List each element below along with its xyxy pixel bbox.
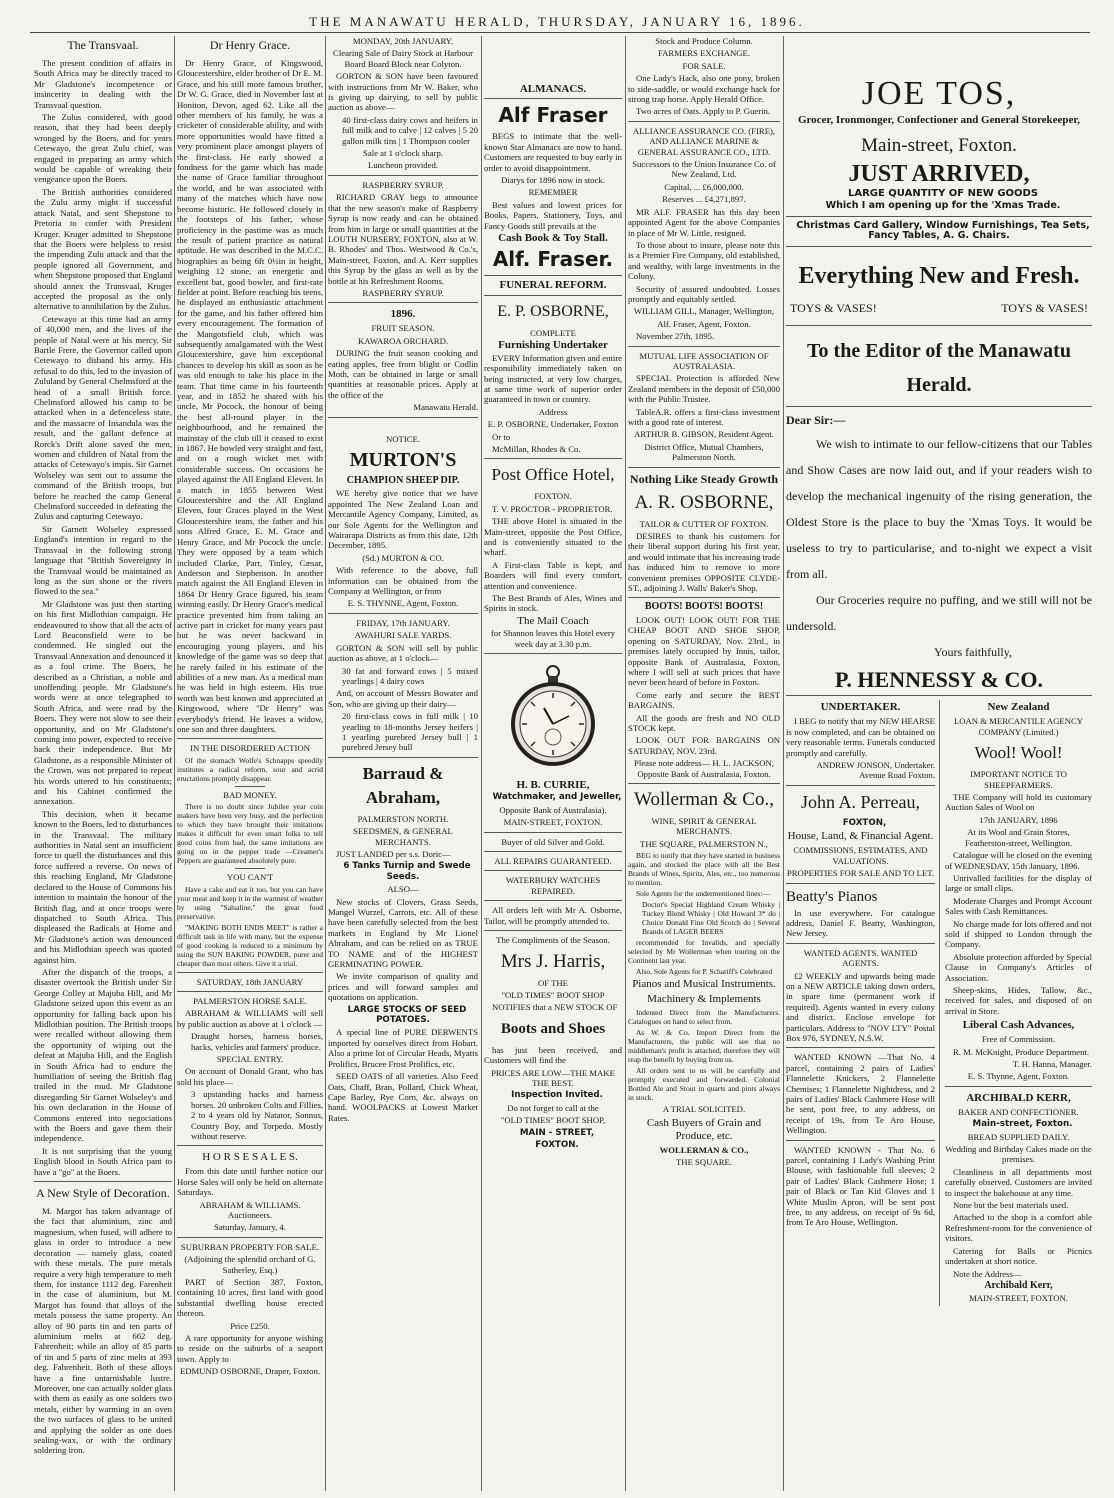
sheep-dip-signature: (Sd.) MURTON & CO. bbox=[362, 552, 444, 563]
divider bbox=[484, 458, 622, 459]
baking-paragraph: "MAKING BOTH ENDS MEET" is rather a difficult task in life with many, but the expense of good cooking is reduced to a minimum by using the SUN BAKING POWDER, purer and cheaper than most others. Give it a trial. bbox=[177, 922, 323, 968]
sub-column-left bbox=[786, 700, 939, 1305]
money-paragraph: There is no doubt since Jubilee year coin makers have been very busy, and the perfection to which they have brought their imitations makes it difficult for even smart folks to tell good coins from bad, the same imitations are going on in the pepper trade —Creamer's Peppers are guaranteed absolutely pure. bbox=[177, 802, 323, 866]
horse-sales-title: H O R S E S A L E S. bbox=[202, 1151, 298, 1164]
currie-location: Opposite Bank of Australasia). bbox=[499, 804, 607, 815]
awahuri-paragraph: GORTON & SON will sell by public auction as above, at 1 o'clock— bbox=[328, 642, 478, 664]
seeds-paragraph: New stocks of Clovers, Grass Seeds, Mangel Wurzel, Carrots, etc. All of these have been carefully selected from the best markets in England by Mr Lionel Abraham, and can be relied on as TRUE TO NAME and of the HIGHEST GERMINATING POWER. bbox=[328, 896, 478, 970]
wedding-line: Wedding and Birthday Cakes made on the premises. bbox=[945, 1144, 1092, 1165]
sale-paragraph: One Lady's Hack, also one pony, broken to side-saddle, or would exchange hack for strong trap horse. Apply Herald Office. bbox=[628, 73, 780, 105]
capital-line: Capital, ... £6,000,000. bbox=[664, 181, 744, 192]
kerr-address: MAIN-STREET, FOXTON. bbox=[969, 1293, 1068, 1304]
horse-sales-date: Saturday, January, 4. bbox=[214, 1222, 286, 1233]
suburban-price: Price £250. bbox=[230, 1320, 270, 1331]
undertaker-signature: ANDREW JONSON, Undertaker. Avenue Road Foxton. bbox=[816, 760, 935, 781]
wanted-known-paragraph: WANTED KNOWN —That No. 4 parcel, containing 2 pairs of Ladies' Flannelette Knickers, 2 Flannelette Chemises; 1 Flannelette Nightdress, and 2 pairs of Ladies' Black Cashmere Hose will be sent, post free, to any address, on receipt of 19s, from Te Aro House, Wellington. bbox=[786, 1052, 935, 1136]
nocharge-paragraph: No charge made for lots offered and not sold if shipped to London through the Company. bbox=[945, 918, 1092, 950]
joe-tos-subtitle: Grocer, Ironmonger, Confectioner and General Storekeeper, bbox=[797, 114, 1081, 126]
transvaal-paragraph: This decision, when it became known to the Boers, led to disturbances in the Transvaal. The military authorities in Natal sent an insufficient force to quell the disturbances and this force suffered a reverse. On news of this reaching England, Mr Gladstone declared to the House of Commons his intention to maintain the honour of the British flag, and at once troops were dispatched to South Africa. This displeased the Radicals at Home and Mr Gladstone's action was denounced and his Midlothian speech was quoted against him. bbox=[34, 808, 172, 965]
divider bbox=[177, 738, 323, 739]
action-title: IN THE DISORDERED ACTION bbox=[190, 743, 310, 754]
suburban-title: SUBURBAN PROPERTY FOR SALE. bbox=[180, 1241, 320, 1252]
trial-line: A TRIAL SOLICITED. bbox=[662, 1104, 746, 1115]
money-title: BAD MONEY. bbox=[223, 789, 277, 800]
district-office: District Office, Mutual Chambers, Palmerston North. bbox=[644, 441, 764, 463]
attached-paragraph: Attached to the shop is a comfort able Refreshment-room for the convenience of visitors. bbox=[945, 1212, 1092, 1244]
boots-title: BOOTS! BOOTS! BOOTS! bbox=[644, 601, 764, 613]
inspection-line: Inspection Invited. bbox=[511, 1090, 603, 1101]
divider bbox=[484, 870, 622, 871]
potatoes-heading: LARGE STOCKS OF SEED POTATOES. bbox=[347, 1004, 467, 1026]
gorton-paragraph: GORTON & SON have been favoured with instructions from Mr W. Baker, who is giving up dairying, to sell by public auction as above— bbox=[328, 71, 478, 113]
column-rule bbox=[481, 36, 482, 1491]
perreau-title: John A. Perreau, bbox=[801, 791, 920, 812]
horse-sale-items: Draught horses, harness horses, hacks, vehicles and farmers' produce. bbox=[191, 1031, 323, 1052]
skins-paragraph: Sheep-skins, Hides, Tallow, &c., received for sales, and disposed of on arrival in Store. bbox=[945, 984, 1092, 1016]
wanted-known-paragraph: WANTED KNOWN - That No. 6 parcel, containing 1 Lady's Washing Print Blouse, with fashionable full sleeves; 2 pair of Ladies' Black Cashmere Hose; 1 pair of Black or Tan Kid Gloves and 1 White Muslin Apron, will be sent post free, to any address, on receipt of 9s 6d, from Te Aro House, Wellington. bbox=[786, 1144, 935, 1228]
just-arrived-title: JUST ARRIVED, bbox=[848, 161, 1030, 187]
toys-row bbox=[790, 300, 1088, 315]
letter-paragraph: Our Groceries require no puffing, and we still will not be undersold. bbox=[786, 593, 1092, 634]
new-goods-line: LARGE QUANTITY OF NEW GOODS bbox=[847, 188, 1039, 199]
special-entry-title: SPECIAL ENTRY. bbox=[216, 1054, 284, 1065]
divider bbox=[235, 786, 265, 787]
transvaal-paragraph: The present condition of affairs in South Africa may be directly traced to Mr Gladstone's incompetence or insincerity in dealing with the Transvaal question. bbox=[34, 58, 172, 110]
column-rule bbox=[325, 36, 326, 1491]
hotel-proprietor: T. V. PROCTOR - PROPRIETOR. bbox=[492, 503, 613, 514]
square-footer: THE SQUARE. bbox=[676, 1157, 732, 1167]
transvaal-paragraph: It is not surprising that the young English blood in South Africa pant to have a "go" at the Boers. bbox=[34, 1145, 172, 1177]
divider bbox=[786, 325, 1092, 326]
divider bbox=[628, 597, 780, 598]
letter-body bbox=[786, 431, 1092, 665]
murton-title: MURTON'S bbox=[349, 449, 457, 471]
unrivalled-paragraph: Unrivalled facilities for the display of large or small clips. bbox=[945, 872, 1092, 894]
transvaal-paragraph: Cetewayo at this time had an army of 40,000 men, and the lives of the people of Natal were at his mercy. Sir Bartle Frere, the Governor called upon Cetewayo to disband his army. His refusal to do this, led to the invasion of Zululand by General Chelmsford at the head of a small British force. Chelmsford allowed his camp to be attacked when in a defenceless state, and the massacre of Insandula was the result, and the gallant defence at Rorck's Drift alone saved the men, women and children of Natal from the attacks of Cetewayo's impis. Sir Garnet Wolseley was sent out to assume the command of the British troops, but before he reached the camp General Chelmsford succeeded in defeating the Zulus and capturing Cetewayo. bbox=[34, 313, 172, 522]
loan-line: LOAN & MERCANTILE AGENCY COMPANY (Limited.) bbox=[953, 716, 1084, 737]
sheep-dip-paragraph: WE hereby give notice that we have appointed The New Zealand Loan and Mercantile Agency Company, Limited, as our Sole Agents for the Wellington and Wairarapa Districts as from this date, 12th December, 1895. bbox=[328, 488, 478, 551]
horse-sale-title: PALMERSTON HORSE SALE. bbox=[193, 996, 307, 1007]
divider bbox=[786, 943, 935, 944]
orders-paragraph: All orders left with Mr A. Osborne, Tailor, will be promptly attended to. bbox=[484, 905, 622, 926]
square-line: THE SQUARE, PALMERSTON N., bbox=[640, 838, 768, 849]
transvaal-paragraph: Sir Garnett Wolseley expressed England's intention in regard to the Transvaal in the following strong language that "British Sovereignty in the Transvaal would be maintained as long as the sun shone or the rivers flowed to the sea." bbox=[34, 523, 172, 597]
oats-paragraph: SEED OATS of all varieties. Also Feed Oats, Chaff, Bran, Pollard, Chick Wheat, Cape Barley, Rye Corn, &c. always on hand. WOOLPACKS at Lowest Market Rates. bbox=[328, 1071, 478, 1123]
divider bbox=[786, 883, 935, 884]
address-label: Address bbox=[538, 406, 568, 417]
lookout-paragraph: LOOK OUT! LOOK OUT! FOR THE CHEAP BOOT AND SHOE SHOP, opening on SATURDAY, Nov. 23rd., in premises lately occupied by Innis, tailor, opposite Bank of Australasia, Foxton, where I will sell at such prices that have never been heard of before in Foxton. bbox=[628, 614, 780, 688]
note-address: Note the Address— bbox=[953, 1268, 1022, 1279]
stores-line: At its Wool and Grain Stores, Featherston-street, Wellington. bbox=[965, 827, 1072, 848]
action-paragraph: Of the stomach Wolfe's Schnapps speedily institutes a radical reform, sour and acrid eructations promptly disappear. bbox=[177, 755, 323, 783]
foxton-line: FOXTON. bbox=[535, 1139, 579, 1150]
mutual-paragraph: TableA.R. offers a first-class investment with a good rate of interest. bbox=[628, 406, 780, 427]
currie-title: H. B. CURRIE, bbox=[516, 779, 590, 792]
transvaal-paragraph: Mr Gladstone was just then starting on his first Midlothian campaign. He endeavoured to show that all the acts of Lord Beaconsfield were to be condemned. He singled out the Transvaal Annexation and denounced it as a foul crime. The Boers, he described as a Christian, a noble and unoffending people. Mr Gladstone's words were at once telegraphed to South Africa, and were read by the Boers. They were not slow to see their opportunity, and on Mr Gladstone's coming into power, expected to receive back their independence. But Mr Gladstone, as a responsible Minister of the Crown, was not prepared to repeat his words uttered to his constituents; and his Cabinet confirmed the annexation. bbox=[34, 598, 172, 807]
forget-line: Do not forget to call at the bbox=[507, 1102, 599, 1113]
yours-faithfully: Yours faithfully, bbox=[933, 645, 1012, 660]
divider bbox=[628, 346, 780, 347]
gorton-time: Sale at 1 o'clock sharp. bbox=[363, 148, 443, 159]
goods-paragraph: All the goods are fresh and NO OLD STOCK kept. bbox=[628, 712, 780, 733]
commissions-line: COMMISSIONS, ESTIMATES, AND VALUATIONS. bbox=[793, 845, 928, 866]
barraud-location: PALMERSTON NORTH. bbox=[357, 813, 449, 824]
none-paragraph: None but the best materials used. bbox=[953, 1200, 1069, 1211]
alliance-title: ALLIANCE ASSURANCE CO. (FIRE), AND ALLIANCE MARINE & GENERAL ASSURANCE CO., LTD. bbox=[632, 125, 776, 157]
alliance-paragraph: To those about to insure, please note this is a Premier Fire Company, old established, and wealthy, with large investments in the Colony. bbox=[628, 239, 780, 282]
divider bbox=[786, 1140, 935, 1141]
fruit-signature: Manawatu Herald. bbox=[413, 402, 478, 413]
also-label: ALSO— bbox=[387, 884, 419, 895]
wollerman-title: Wollerman & Co., bbox=[634, 788, 774, 810]
column-4 bbox=[484, 36, 622, 1491]
alliance-paragraph: Security of assured undoubted. Losses promptly and equitably settled. bbox=[628, 283, 780, 304]
exchange-title: FARMERS EXCHANGE. bbox=[657, 48, 751, 59]
sheep-dip-agent: E. S. THYNNE, Agent, Foxton. bbox=[347, 598, 459, 609]
divider bbox=[328, 757, 478, 758]
fraser-agent: Alf. Fraser, Agent, Foxton. bbox=[657, 318, 751, 329]
wollerman-footer: WOLLERMAN & CO., bbox=[659, 1144, 749, 1155]
indented-line: Indented Direct from the Manufacturers. Catalogues on hand to select from. bbox=[628, 1008, 780, 1027]
harris-title: Mrs J. Harris, bbox=[500, 950, 606, 972]
invite-paragraph: We invite comparison of quality and prices and will forward samples and quotations on application. bbox=[328, 971, 478, 1003]
divider bbox=[484, 98, 622, 99]
schiff-line: Also, Sole Agents for P. Schariff's Celebrated bbox=[636, 967, 773, 977]
hotel-title: Post Office Hotel, bbox=[491, 465, 615, 485]
wollerman-paragraph: recommended for Invalids, and specially selected by Mr Wollerman when touring on the Continent last year. bbox=[628, 938, 780, 966]
grace-paragraph: Dr Henry Grace, of Kingswood, Gloucestershire, elder brother of Dr E. M. Grace, and his still more famous brother, Dr W. G. Grace, died in November last at Honiton, Devon, aged 62. Like all the other members of his family, he was a cricketer of considerable ability, and with more opportunities would have fitted a very prominent place amongst players of the first-class. He early showed a fondness for the game which has made the name of Grace familiar throughout the world, and he was associated with many of the matches which have now become historic. He followed closely in the footsteps of his father, whose proficiency in the pastime was as much the result of patient practice as natural aptitude. He was described in the M.C.C. biographies as being 6ft 0½in in height, weighing 12 stone, an energetic and excellent bat, good bowler, and first-rate fielder at point. Before reaching his teens, he displayed an enthusiastic attachment for the game, and his father offered him every encouragement. The formation of the Mangotsfield club, which was subsequently amalgamated with the West Gloucestershire, gave him exceptional chances to develop his skill as soon as he was old enough to take his place in the team. That time came in his fourteenth year, and in 1852 he shared with his uncle, Mr Pocock, the honour of being the best all-round player in the neighbourhood, and he remained the mainstay of the club till it ceased to exist in 1867. He bowled very straight and fast, and on a rough wicket met with considerable success. On occasions he played against the All England Eleven. In a match in 1855 between West Gloucestershire and the All England Eleven, four Graces played in the West Gloucestershire team, the father and his sons Alfred Grace, E. M. Grace and Henry Grace, and Mr Pocock the uncle. They were opposed by a team which included Clarke, Parr, Tinley, Cæsar, Anderson and Stephenson. In another match against the All England Eleven in 1864 Dr Henry Grace figured, his team winning easily. Dr Henry Grace's medical practice prevented him from taking an active part in cricket for many years past but he was never backward in encouraging young players, and his knowledge of the game was so deep that he rarely failed in his estimate of the abilities of a new man. As a medical man he was held in high esteem. His true worth was best known and appreciated at Kingswood, where "Dr Henry" was everybody's friend. He leaves a widow, one son and three daughters. bbox=[177, 58, 323, 734]
lines-list: Doctor's Special Highland Cream Whisky | Tuckey Blend Whisky | Old Howard 3* do | Choice Donald Fine Old Scotch do | Several Brands of LAGER BEERS bbox=[642, 900, 780, 937]
pocket-watch-icon bbox=[508, 662, 598, 772]
old-times-line: "OLD TIMES" BOOT SHOP bbox=[501, 989, 605, 1000]
divider bbox=[484, 275, 622, 276]
awahuri-items: 20 first-class cows in full milk | 10 yearling to 18-months Jersey heifers | 1 yearling purebred Jersey bull | 1 purebred Jersey bull bbox=[342, 711, 478, 753]
divider bbox=[628, 467, 780, 468]
toys-left: TOYS & VASES! bbox=[790, 300, 877, 315]
received-line: has just been received, and Customers will find the bbox=[484, 1044, 622, 1066]
stock-title: Stock and Produce Column. bbox=[655, 36, 753, 46]
divider bbox=[786, 406, 1092, 407]
cashbook-title: Cash Book & Toy Stall. bbox=[498, 232, 608, 245]
sub-column-right bbox=[939, 700, 1092, 1305]
important-line: IMPORTANT NOTICE TO SHEEPFARMERS. bbox=[970, 769, 1067, 790]
column-1 bbox=[34, 36, 172, 1491]
divider bbox=[484, 930, 622, 931]
divider bbox=[328, 417, 478, 418]
divider bbox=[177, 991, 323, 992]
monday-subtitle: Clearing Sale of Dairy Stock at Harbour Board Board Block near Colyton. bbox=[333, 48, 473, 69]
divider bbox=[484, 851, 622, 852]
reserves-line: Reserves ... £4,271,897. bbox=[662, 194, 746, 205]
divider bbox=[484, 295, 622, 296]
come-paragraph: Come early and secure the BEST BARGAINS. bbox=[628, 689, 780, 711]
remember-title: REMEMBER bbox=[528, 187, 578, 198]
column-3 bbox=[328, 36, 478, 1491]
clean-paragraph: Cleanliness in all departments most carefully observed. Customers are invited to inspect the bakehouse at any time. bbox=[945, 1166, 1092, 1198]
boots-shoes-title: Boots and Shoes bbox=[500, 1020, 606, 1037]
column-5 bbox=[628, 36, 780, 1491]
funeral-title: FUNERAL REFORM. bbox=[499, 279, 607, 292]
mcmillan-line: McMillan, Rhodes & Co. bbox=[492, 443, 581, 454]
catalogue-paragraph: Catalogue will be closed on the evening of WEDNESDAY, 15th January, 1896. bbox=[945, 850, 1092, 871]
wollerman-paragraph: BEG to notify that they have started in business again, and stocked the place with all the Best Brands of Wines, Spirits, Ales, etc., too numerous to mention. bbox=[628, 851, 780, 888]
bargains-paragraph: LOOK OUT FOR BARGAINS ON SATURDAY, NOV. 23rd. bbox=[628, 735, 780, 756]
everything-new-title: Everything New and Fresh. bbox=[798, 262, 1080, 289]
hotel-paragraph: A First-class Table is kept, and Boarders will find every comfort, attention and convenience. bbox=[484, 559, 622, 591]
divider bbox=[177, 972, 323, 973]
suburban-note: (Adjoining the splendid orchard of G. Satherley, Esq.) bbox=[184, 1254, 316, 1275]
notice-title: NOTICE. bbox=[385, 433, 421, 444]
divider bbox=[328, 613, 478, 614]
wine-line: WINE, SPIRIT & GENERAL MERCHANTS. bbox=[651, 815, 757, 837]
suburban-signature: EDMUND OSBORNE, Draper, Foxton. bbox=[179, 1366, 321, 1377]
old-times-shop: "OLD TIMES" BOOT SHOP, bbox=[500, 1115, 606, 1126]
wool-title: Wool! Wool! bbox=[974, 743, 1063, 763]
editor-title: To the Editor of the Manawatu Herald. bbox=[807, 340, 1071, 397]
undertaker-paragraph: I BEG to notify that my NEW HEARSE is now completed, and can be obtained on very reasonable terms. Funerals conducted promptly and carefully. bbox=[786, 716, 935, 758]
notifies-line: NOTIFIES that a NEW STOCK OF bbox=[492, 1002, 618, 1013]
suburban-paragraph: A rare opportunity for anyone wishing to reside on the suburbs of a seaport town. Apply to bbox=[177, 1333, 323, 1364]
perreau-agent: House, Land, & Financial Agent. bbox=[787, 830, 934, 843]
kawaroa-orchard: KAWAROA ORCHARD. bbox=[357, 335, 449, 346]
machinery-title: Machinery & Implements bbox=[647, 993, 761, 1006]
divider bbox=[945, 1086, 1092, 1087]
dear-sir: Dear Sir:— bbox=[786, 413, 846, 428]
column-6 bbox=[786, 36, 1092, 1491]
xmas-card-line: Christmas Card Gallery, Window Furnishings, Tea Sets, Fancy Tables, A. G. Chairs. bbox=[796, 219, 1090, 242]
properties-line: PROPERTIES FOR SALE AND TO LET. bbox=[786, 868, 935, 879]
cant-paragraph: Have a cake and eat it too, but you can have your meat and keep it in the warmest of weather by using "Salsaline," the great food preservative. bbox=[177, 884, 323, 921]
diarys-line: Diarys for 1896 now in stock. bbox=[501, 175, 605, 186]
hanna-line: T. H. Hanna, Manager. bbox=[1012, 1059, 1092, 1069]
alliance-paragraph: MR ALF. FRASER has this day been appointed Agent for the above Companies in place of Mr W. Little, resigned. bbox=[628, 206, 780, 238]
masthead: THE MANAWATU HERALD, THURSDAY, JANUARY 16, 1896. bbox=[309, 14, 805, 29]
decoration-paragraph: M. Margot has taken advantage of the fact that aluminium, zinc and magnesium, when fused, will adhere to glass in order to introduce a new decoration — namely glass, coated with these metals. The pure metals require a very high temperature to melt them, for instance 1112 deg. Farenheit in the case of aluminium, but M. Margot has found that alloys of the metals possess the same property. An alloy of 90 parts tin and ten parts of aluminium melts at 662 deg. Fahrenheit; while an alloy of 85 parts of tin and 5 parts of zinc melts at 393 deg. Fahrenheit. Both of these alloys have a fine untarnishable lustre. Moreover, one can actually solder glass with them as easily as one solders two metals, either by warming in an oven the two surfaces of glass to be united and applying the solder as one does sealing-wax, or with the ordinary soldering iron. bbox=[34, 1206, 172, 1456]
of-the-label: OF THE bbox=[537, 977, 568, 988]
decoration-title: A New Style of Decoration. bbox=[36, 1186, 170, 1201]
letter-paragraph: We wish to intimate to our fellow-citizens that our Tables and Show Cases are now laid out, and if your readers wish to develop the mechanical ingenuity of the rising generation, the Oldest Store is the place to buy the 'Xmas Toys. It would be useless to try to particularise, and to-night we expect a visit from all. bbox=[786, 437, 1092, 582]
saturday-title: SATURDAY, 18th JANUARY bbox=[196, 976, 304, 987]
import-paragraph: As W. & Co. Import Direct from the Manufacturers, the public will see that no middleman's profit is attached, therefore they will reap the benefit by buying from us. bbox=[628, 1028, 780, 1065]
divider bbox=[786, 695, 1092, 696]
perreau-location: FOXTON, bbox=[842, 817, 887, 828]
awahuri-items: 30 fat and forward cows | 5 mixed yearlings | 4 dairy cows bbox=[342, 665, 478, 686]
prices-line: PRICES ARE LOW—THE MAKE THE BEST. bbox=[491, 1067, 615, 1088]
beatty-title: Beatty's Pianos bbox=[786, 888, 878, 905]
awahuri-title: AWAHURI SALE YARDS. bbox=[354, 630, 452, 641]
for-sale-title: FOR SALE. bbox=[682, 60, 726, 71]
remember-paragraph: Best values and lowest prices for Books, Papers, Stationery, Toys, and Fancy Goods still prevails at the bbox=[484, 199, 622, 231]
kerr-street: Main-street, Foxton. bbox=[972, 1119, 1073, 1130]
weekly-paragraph: £2 WEEKLY and upwards being made on a NEW ARTICLE taking down orders, in spare time (permanent work if required). Agents wanted in every colony and district. Enclose envelope for particulars. Address to "NOV LTY" Postal Box 976, SYDNEY, N.S.W. bbox=[786, 970, 935, 1043]
column-rule bbox=[625, 36, 626, 1491]
raspberry-paragraph: RICHARD GRAY begs to announce that the new season's make of Raspberry Syrup is now ready and can be obtained from him in large or small quantities at the LOUTH NURSERY, FOXTON, also at W. B. Rhodes' and Thos. Westwood & Co.'s, Main-street, Foxton, and A. Kerr supplies this Syrup by the glass as well as by the bottle at his Refreshment Rooms. bbox=[328, 192, 478, 286]
gorton-items: 40 first-class dairy cows and heifers in full milk and to calve | 12 calves | 5 20 gallon milk tins | 1 Thompson cooler bbox=[342, 114, 478, 146]
hotel-location: FOXTON. bbox=[534, 491, 572, 502]
undertaker-title: Furnishing Undertaker bbox=[498, 339, 608, 352]
currie-street: MAIN-STREET, FOXTON. bbox=[503, 817, 603, 828]
divider bbox=[786, 246, 1092, 247]
osborne-title: E. P. OSBORNE, bbox=[497, 302, 609, 320]
undertaker-title: UNDERTAKER. bbox=[820, 701, 901, 714]
divider bbox=[177, 1237, 323, 1238]
xmas-trade-line: Which I am opening up for the 'Xmas Trade. bbox=[825, 200, 1061, 212]
fruit-paragraph: DURING the fruit season cooking and eating apples, free from blight or Codlin Moth, can be obtained in large or small quantities at reasonable prices. Apply at the office of the bbox=[328, 348, 478, 400]
suburban-paragraph: PART of Section 387, Foxton, containing 10 acres, first land with good substantial dwelling house erected thereon. bbox=[177, 1276, 323, 1319]
kerr-footer: Archibald Kerr, bbox=[984, 1279, 1053, 1291]
bottom-sub-columns bbox=[786, 700, 1092, 1305]
pianos-title: Pianos and Musical Instruments. bbox=[632, 978, 776, 991]
hotel-paragraph: The Best Brands of Ales, Wines and Spirits in stock. bbox=[484, 593, 622, 614]
main-street-line: MAIN - STREET, bbox=[519, 1127, 595, 1138]
sale-date: 17th JANUARY, 1896 bbox=[979, 814, 1058, 825]
transvaal-paragraph: The Zulus considered, with good reason, that they had been deeply wronged by the Boers, and for years Cetewayo, the great Zulu chief, was engaged in preparing an army which would be capable of wreaking their vengeance upon the Boers. bbox=[34, 112, 172, 185]
transvaal-title: The Transvaal. bbox=[67, 38, 139, 52]
special-entry-items: 3 upstanding hacks and harness horses. 20 unbroken Colts and Fillies, 2 to 4 years old by Natator, Sonnus, Country Boy, and Torpedo. Mostly without reserve. bbox=[191, 1089, 323, 1141]
mutual-paragraph: SPECIAL Protection is afforded New Zealand members in the deposit of £50,000 with the Public Trustee. bbox=[628, 373, 780, 405]
column-rule bbox=[174, 36, 175, 1491]
liberal-title: Liberal Cash Advances, bbox=[962, 1019, 1075, 1032]
gorton-lunch: Luncheon provided. bbox=[368, 160, 438, 171]
barraud-title: Barraud & Abraham, bbox=[362, 763, 444, 807]
potatoes-paragraph: A special line of PURE DERWENTS imported by ourselves direct from Hobart. Also a prime lot of Circular Heads, Myatts Prolifics, Brucee Frost Prolifics, etc. bbox=[328, 1027, 478, 1069]
divider bbox=[484, 900, 622, 901]
company-paragraph: THE Company will hold its customary Auction Sales of Wool on bbox=[945, 792, 1092, 813]
hotel-paragraph: THE above Hotel is situated in the Main-street, opposite the Post Office, and is conveniently situated to the wharf. bbox=[484, 516, 622, 558]
tailor-line: TAILOR & CUTTER OF FOXTON. bbox=[639, 518, 769, 529]
divider bbox=[628, 121, 780, 122]
monday-title: MONDAY, 20th JANUARY. bbox=[352, 36, 454, 46]
transvaal-paragraph: After the dispatch of the troops, a disaster overtook the British under Sir George Colley at Majuba Hill, and Mr Gladstone seized upon this event as an opportunity for falling back upon his Midlothian position. The British troops were recalled without allowing them the opportunity of wiping out the defeat at Majuba Hill, and the English in South Africa had to endure the humiliation of seeing the British flag trailed in the mud. Mr Gladstone disregarding Sir Garnet Wolseley's and his own declaration in the House of Commons entered into negociations with the Boers and gave them their independence. bbox=[34, 966, 172, 1144]
masthead-rule bbox=[30, 32, 1090, 33]
divider bbox=[786, 1047, 935, 1048]
mutual-title: MUTUAL LIFE ASSOCIATION OF AUSTRALASIA. bbox=[639, 350, 769, 371]
wanted-agents: WANTED AGENTS. WANTED AGENTS. bbox=[803, 947, 918, 969]
column-2 bbox=[177, 36, 323, 1491]
thynne-line: E. S. Thynne, Agent, Foxton. bbox=[967, 1071, 1070, 1082]
column-rule bbox=[783, 36, 784, 1491]
fruit-season: FRUIT SEASON. bbox=[371, 323, 435, 334]
mcknight-line: R. M. McKnight, Produce Department. bbox=[953, 1046, 1090, 1057]
divider bbox=[786, 785, 935, 786]
tanks-heading: 6 Tanks Turnip and Swede Seeds. bbox=[343, 861, 471, 882]
gill-signature: WILLIAM GILL, Manager, Wellington, bbox=[633, 306, 775, 317]
complete-label: COMPLETE bbox=[530, 327, 576, 338]
catering-paragraph: Catering for Balls or Picnics undertaken at short notice. bbox=[945, 1245, 1092, 1267]
beatty-paragraph: In use everywhere. For catalogue address, Daniel F. Beatty, Washington, New Jersey. bbox=[786, 907, 935, 939]
landed-line: JUST LANDED per s.s. Doric— bbox=[336, 848, 451, 859]
divider bbox=[177, 1145, 323, 1146]
toys-right: TOYS & VASES! bbox=[1001, 300, 1088, 315]
sheep-dip-paragraph: With reference to the above, full information can be obtained from the Company at Wellington, or from bbox=[328, 565, 478, 597]
nz-title: New Zealand bbox=[987, 701, 1050, 714]
divider bbox=[484, 832, 622, 833]
sale-paragraph: Two acres of Oats. Apply to P. Guerin. bbox=[636, 106, 771, 117]
horse-sales-paragraph: From this date until further notice our Horse Sales will only be held on alternate Saturdays. bbox=[177, 1166, 323, 1198]
divider bbox=[34, 1181, 172, 1182]
special-entry-paragraph: On account of Donald Grant, who has sold his place— bbox=[177, 1066, 323, 1087]
raspberry-footer: RASPBERRY SYRUP. bbox=[362, 287, 444, 298]
fraser-title: Alf Fraser bbox=[498, 103, 608, 128]
divider bbox=[235, 868, 265, 869]
divider bbox=[328, 175, 478, 176]
cant-title: YOU CAN'T bbox=[226, 872, 274, 883]
hennessy-signature: P. HENNESSY & CO. bbox=[834, 667, 1044, 693]
almanacs-title: ALMANACS. bbox=[519, 83, 587, 95]
year-title: 1896. bbox=[390, 308, 416, 321]
divider bbox=[628, 783, 780, 784]
grace-title: Dr Henry Grace. bbox=[209, 38, 291, 52]
baker-line: BAKER AND CONFECTIONER. bbox=[958, 1106, 1079, 1117]
waterbury-line: WATERBURY WATCHES REPAIRED. bbox=[505, 875, 601, 896]
awahuri-paragraph: And, on account of Messrs Bowater and Son, who are giving up their dairy— bbox=[328, 688, 478, 709]
agents-paragraph: Sole Agents for the undermentioned lines:— bbox=[636, 889, 770, 899]
coach-paragraph: for Shannon leaves this Hotel every week day at 3.30 p.m. bbox=[490, 628, 616, 649]
repairs-line: ALL REPAIRS GUARANTEED. bbox=[494, 856, 612, 867]
friday-title: FRIDAY, 17th JANUARY. bbox=[356, 617, 450, 628]
free-line: Free of Commission. bbox=[981, 1034, 1056, 1045]
jackson-address: Please note address— H. L. JACKSON, Opposite Bank of Australasia, Foxton. bbox=[634, 758, 774, 779]
fraser-footer: Alf. Fraser. bbox=[492, 247, 614, 272]
fraser-paragraph: BEGS to intimate that the well-known Star Almanacs are now to hand. Customers are requested to buy early in order to avoid disappointment. bbox=[484, 131, 622, 173]
horse-sale-paragraph: ABRAHAM & WILLIAMS will sell by public auction as above at 1 o'clock — bbox=[177, 1008, 323, 1029]
compliments-line: The Compliments of the Season. bbox=[496, 935, 610, 946]
address-signature: E. P. OSBORNE, Undertaker, Foxton bbox=[487, 419, 619, 430]
nothing-title: Nothing Like Steady Growth bbox=[629, 471, 779, 486]
protection-paragraph: Absolute protection afforded by Special Clause in Company's Articles of Association. bbox=[945, 951, 1092, 983]
gibson-signature: ARTHUR B. GIBSON, Resident Agent. bbox=[634, 429, 774, 440]
divider bbox=[484, 653, 622, 654]
aro-paragraph: DESIRES to thank his customers for their liberal support during his first year, and would intimate that his increasing trade has induced him to remove to more convenient premises OPPOSITE CLYDE-ST., adjoining J. Walls' Baker's Shop. bbox=[628, 531, 780, 594]
undertaker-paragraph: EVERY Information given and entire responsibility immediately taken on being instructed, at very low charges, at same time work of superior order guaranteed in town or country. bbox=[484, 352, 622, 405]
successors-line: Successors to the Union Insurance Co. of New Zealand, Ltd. bbox=[632, 159, 776, 180]
joe-tos-title: JOE TOS, bbox=[861, 75, 1017, 112]
sheep-dip-title: CHAMPION SHEEP DIP. bbox=[346, 475, 460, 486]
aro-title: A. R. OSBORNE, bbox=[634, 491, 774, 513]
silver-line: Buyer of old Silver and Gold. bbox=[501, 836, 605, 847]
coach-title: The Mail Coach bbox=[517, 614, 589, 627]
cash-buyers-title: Cash Buyers of Grain and Produce, etc. bbox=[646, 1116, 762, 1142]
watchmaker-line: Watchmaker, and Jeweller, bbox=[492, 792, 622, 803]
divider bbox=[786, 216, 1092, 217]
orders-paragraph: All orders sent to us will be carefully and promptly executed and forwarded. Colonial Bottled Ale and Stout in quarts and pints always in stock. bbox=[628, 1066, 780, 1103]
bread-line: BREAD SUPPLIED DAILY. bbox=[967, 1131, 1070, 1142]
or-to-label: Or to bbox=[492, 431, 511, 442]
divider bbox=[328, 302, 478, 303]
barraud-trade: SEEDSMEN, & GENERAL MERCHANTS. bbox=[353, 826, 453, 847]
transvaal-paragraph: The British authorities considered the Zulu army might if successful attack Natal, and sent Shepstone to Pretoria to confer with President Kruger. Kruger admitted to Shepstone that the Boers were helpless to resist the impending Zulu attack and that the people ignored all Government, and when Shepstone proposed that England should annex the Transvaal, Kruger accepted the proposal as the only alternative to annihilation by the Zulus. bbox=[34, 186, 172, 312]
main-street-title: Main-street, Foxton. bbox=[861, 135, 1017, 156]
moderate-paragraph: Moderate Charges and Prompt Account Sales with Cash Remittances. bbox=[945, 895, 1092, 917]
horse-sales-signature: ABRAHAM & WILLIAMS. Auctioneers. bbox=[199, 1199, 301, 1220]
kerr-title: ARCHIBALD KERR, bbox=[966, 1091, 1071, 1104]
gill-date: November 27th, 1895. bbox=[636, 331, 715, 342]
raspberry-title: RASPBERRY SYRUP. bbox=[362, 179, 444, 190]
